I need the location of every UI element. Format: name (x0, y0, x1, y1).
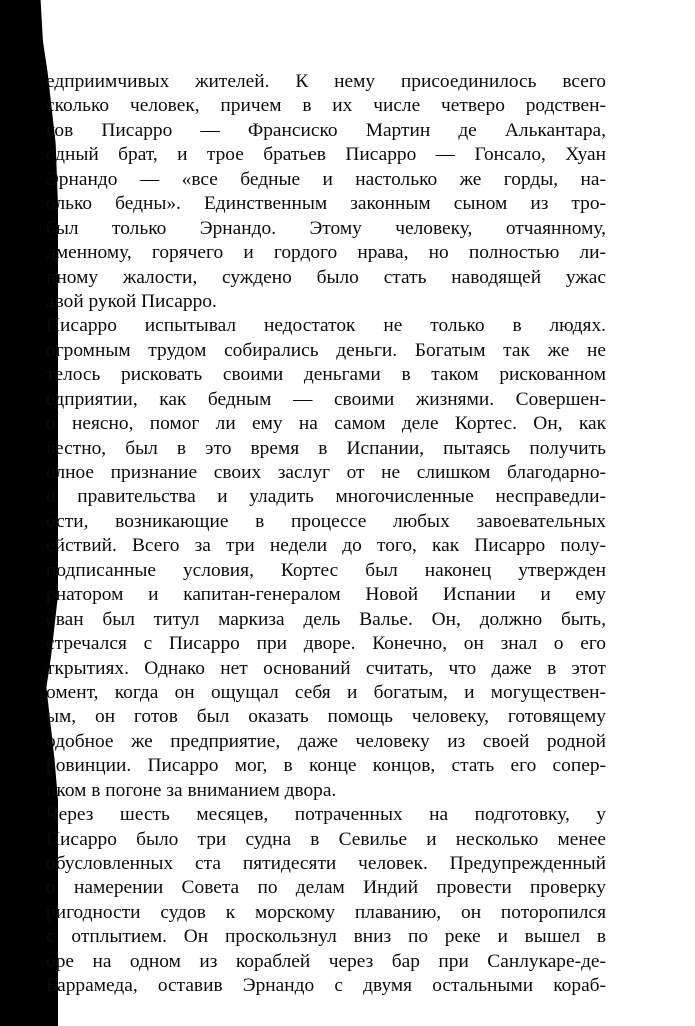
text-line: подписанные условия, Кортес был наконец утвержден (46, 559, 606, 581)
text-line: омент, когда он ощущал себя и богатым, и могуществен- (46, 681, 606, 703)
text-line: олько бедны». Единственным законным сыном из тро- (46, 193, 606, 215)
text-line: ткрытиях. Однако нет оснований считать, что даже в этот (46, 657, 606, 679)
text-line: Эрнандо — «все бедные и настолько же горды, на- (46, 168, 606, 190)
text-line: телось рисковать своими деньгами в таком рискованном (46, 364, 606, 386)
text-line: с отплытием. Он проскользнул вниз по реке и вышел в (46, 926, 606, 948)
text-line: стречался с Писарро при дворе. Конечно, он знал о его (46, 633, 606, 655)
text-line: едприятии, как бедным — своими жизнями. Совершен- (46, 388, 606, 410)
text-line: авой рукой Писарро. (46, 290, 217, 312)
text-line: нному жалости, суждено было стать наводящей ужас (46, 266, 606, 288)
text-line: Баррамеда, оставив Эрнандо с двумя остальными кораб- (46, 975, 606, 997)
text-line: дменному, горячего и гордого нрава, но полностью ли- (46, 242, 606, 264)
text-line: ействий. Всего за три недели до того, как Писарро полу- (46, 535, 606, 557)
text-line: ован был титул маркиза дель Валье. Он, должно быть, (46, 608, 606, 630)
text-line: был только Эрнандо. Этому человеку, отчаянному, (46, 217, 606, 239)
text-line: ригодности судов к морскому плаванию, он поторопился (46, 901, 606, 923)
text-line: оре на одном из кораблей через бар при Санлукаре-де- (46, 950, 606, 972)
text-line: ков Писарро — Франсиско Мартин де Алькантара, (46, 119, 606, 141)
text-line: вестно, был в это время в Испании, пытаясь получить (46, 437, 606, 459)
text-line: обусловленных ста пятидесяти человек. Предупрежденный (46, 853, 606, 874)
text-line: Писарро было три судна в Севилье и несколько менее (46, 828, 606, 850)
text-line: едприимчивых жителей. К нему присоединилось всего (46, 71, 606, 92)
text-line: ровинции. Писарро мог, в конце концов, стать его сопер- (46, 755, 606, 777)
text-line: о правительства и уладить многочисленные несправедли- (46, 486, 606, 508)
text-line: ым, он готов был оказать помощь человеку, готовящему (46, 706, 606, 728)
text-line: сколько человек, причем в их числе четверо родствен- (46, 95, 606, 117)
body-text (46, 70, 606, 999)
text-line: иком в погоне за вниманием двора. (46, 779, 337, 801)
text-line: одный брат, и трое братьев Писарро — Гонсало, Хуан (46, 144, 606, 166)
text-line: одобное же предприятие, даже человеку из своей родной (46, 730, 606, 752)
text-line: о намерении Совета по делам Индий провести проверку (46, 877, 606, 899)
text-line: Писарро испытывал недостаток не только в людях. (46, 315, 606, 337)
text-line: Через шесть месяцев, потраченных на подготовку, у (46, 804, 606, 826)
text-line: рнатором и капитан-генералом Новой Испании и ему (46, 584, 606, 606)
text-line: олное признание своих заслуг от не слишком благодарно- (46, 462, 606, 483)
text-line: ости, возникающие в процессе любых завоевательных (46, 510, 606, 532)
text-line: огромным трудом собирались деньги. Богатым так же не (46, 339, 606, 361)
text-line: о неясно, помог ли ему на самом деле Кортес. Он, как (46, 413, 606, 435)
